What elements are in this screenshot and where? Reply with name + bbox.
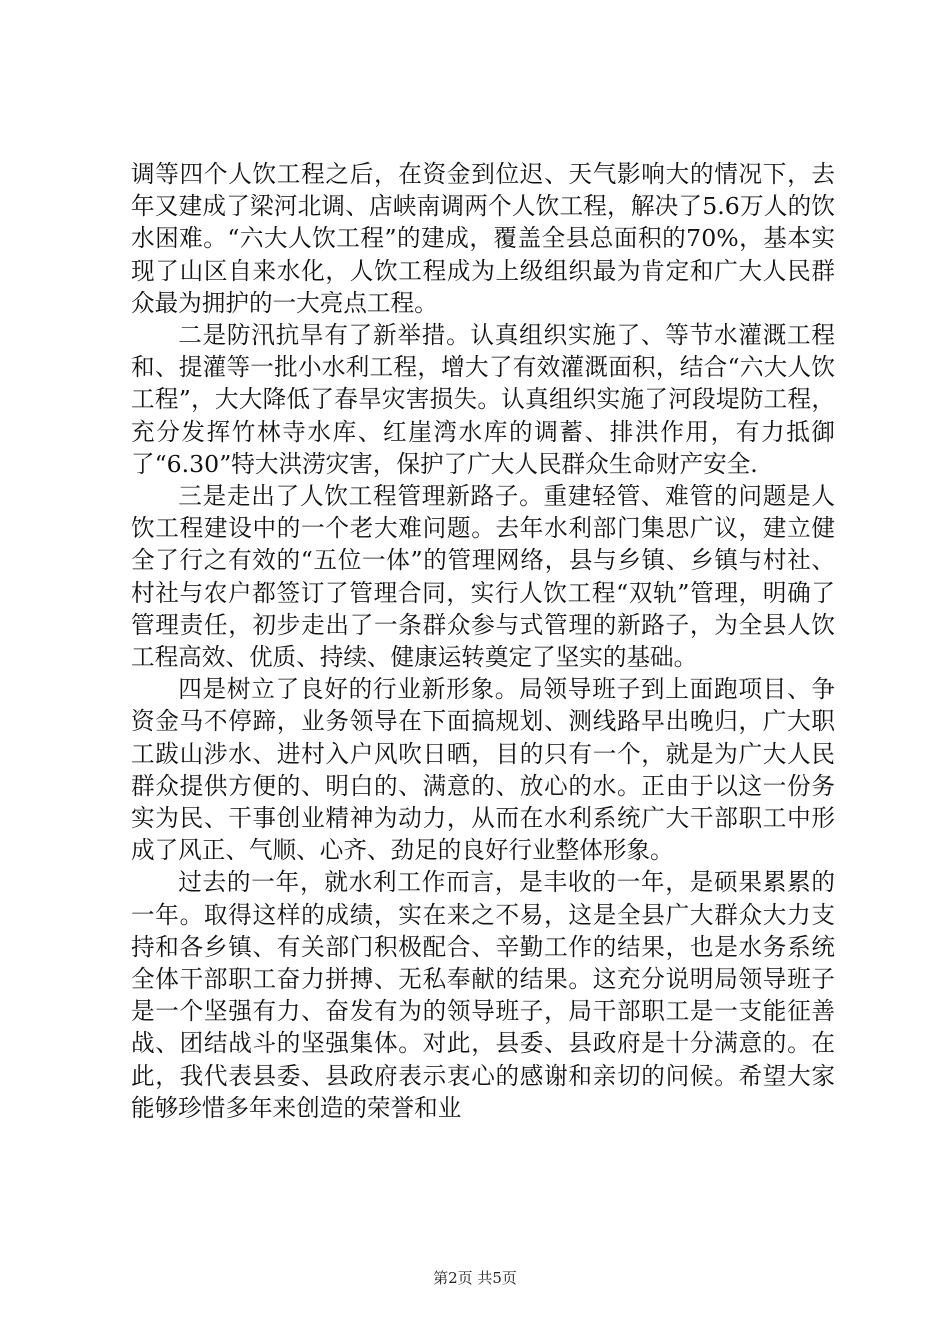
- paragraph-flood-control: 二是防汛抗旱有了新举措。认真组织实施了、等节水灌溉工程和、提灌等一批小水利工程，增大了有效灌溉面积，结合“六大人饮工程”，大大降低了春旱灾害损失。认真组织实施了河段堤防工程，充分发挥竹林寺水库、红崖湾水库的调蓄、排洪作用，有力抵御了“6.30”特大洪涝灾害，保护了广大人民群众生命财产安全.: [131, 321, 835, 478]
- document-body: [131, 158, 835, 1124]
- paragraph-summary: 过去的一年，就水利工作而言，是丰收的一年，是硕果累累的一年。取得这样的成绩，实在来之不易，这是全县广大群众大力支持和各乡镇、有关部门积极配合、辛勤工作的结果，也是水务系统全体干部职工奋力拼搏、无私奉献的结果。这充分说明局领导班子是一个坚强有力、奋发有为的领导班子，局干部职工是一支能征善战、团结战斗的坚强集体。对此，县委、县政府是十分满意的。在此，我代表县委、县政府表示衷心的感谢和亲切的问候。希望大家能够珍惜多年来创造的荣誉和业: [131, 868, 835, 1122]
- paragraph-management: 三是走出了人饮工程管理新路子。重建轻管、难管的问题是人饮工程建设中的一个老大难问题。去年水利部门集思广议，建立健全了行之有效的“五位一体”的管理网络，县与乡镇、乡镇与村社、村社与农户都签订了管理合同，实行人饮工程“双轨”管理，明确了管理责任，初步走出了一条群众参与式管理的新路子，为全县人饮工程高效、优质、持续、健康运转奠定了坚实的基础。: [131, 482, 835, 672]
- page-footer: 第2页 共5页: [433, 1269, 517, 1287]
- paragraph-continuation: 调等四个人饮工程之后，在资金到位迟、天气影响大的情况下，去年又建成了梁河北调、店峡南调两个人饮工程，解决了5.6万人的饮水困难。“六大人饮工程”的建成，覆盖全县总面积的70%，基本实现了山区自来水化，人饮工程成为上级组织最为肯定和广大人民群众最为拥护的一大亮点工程。: [131, 160, 835, 317]
- paragraph-industry-image: 四是树立了良好的行业新形象。局领导班子到上面跑项目、争资金马不停蹄，业务领导在下面搞规划、测线路早出晚归，广大职工跋山涉水、进村入户风吹日晒，目的只有一个，就是为广大人民群众提供方便的、明白的、满意的、放心的水。正由于以这一份务实为民、干事创业精神为动力，从而在水利系统广大干部职工中形成了风正、气顺、心齐、劲足的良好行业整体形象。: [131, 675, 835, 865]
